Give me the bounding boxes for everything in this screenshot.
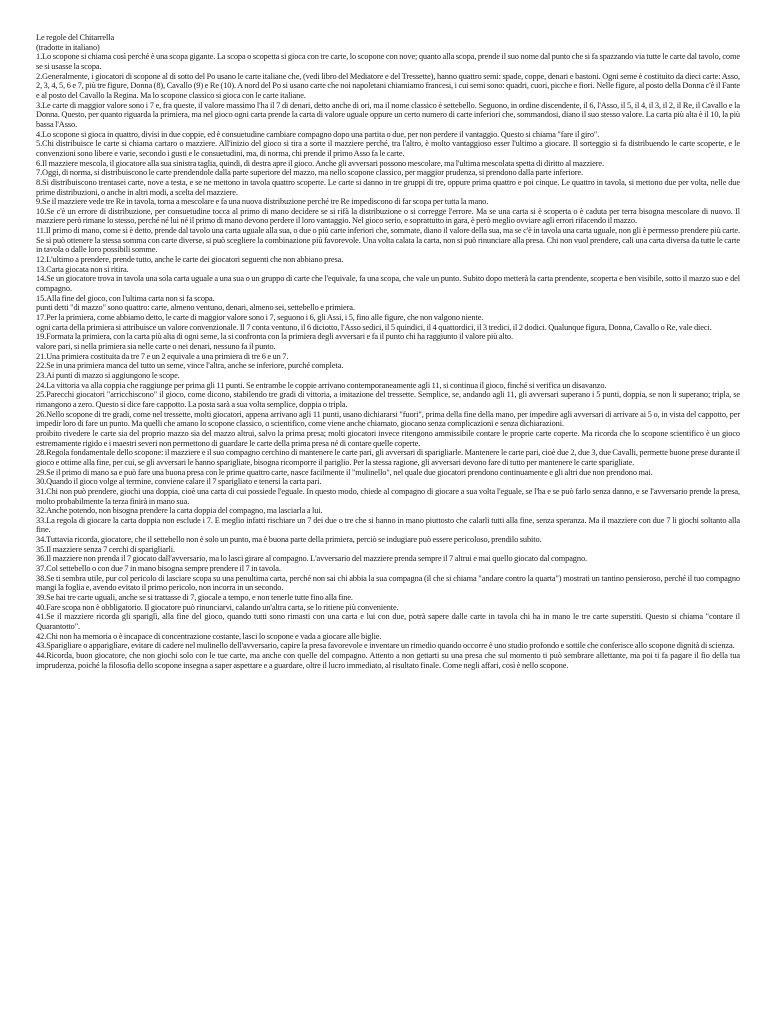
rule-paragraph: 23.Ai punti di mazzo si aggiungono le scope.: [36, 370, 180, 380]
rule-paragraph: 36.Il mazziere non prenda il 7 giocato dall'avversario, ma lo lasci girare al compagno. L'avversario del mazziere prenda sempre il 7 altrui e mai quello giocato dal compagno.: [36, 554, 587, 564]
rule-paragraph: 25.Parecchi giocatori "arricchiscono" il gioco, come dicono, stabilendo tre gradi di vittoria, a imitazione del tressette. Semplice, se, andando agli 11, gli avversari superano i 5 punti, doppia, se non li superano; tripla, se rimangono a zero. Questo si dice fare cappotto. La posta sarà a sua volta semplice, doppia o tripla.: [36, 390, 740, 409]
rule-paragraph: 40.Fare scopa non è obbligatorio. Il giocatore può rinunciarvi, calando un'altra carta, se lo ritiene più conveniente.: [36, 602, 399, 612]
rule-paragraph: proibito rivedere le carte sia del proprio mazzo sia del mazzo altrui, salvo la prima presa; molti giocatori invece ritengono ammissibile contare le proprie carte coperte. Ma ricorda che lo scopone scientifico è un gioco estremamente rigido e i maestri severi non permettono di guardare le carte della prima presa né di contare quelle coperte.: [36, 428, 740, 448]
rule-paragraph: 21.Una primiera costituita da tre 7 e un 2 equivale a una primiera di tre 6 e un 7.: [36, 351, 289, 361]
rule-paragraph: 22.Se in una primiera manca del tutto un seme, vince l'altra, anche se inferiore, purché completa.: [36, 361, 344, 371]
document-subtitle: (tradotte in italiano): [36, 42, 100, 52]
rule-paragraph: 9.Se il mazziere vede tre Re in tavola, torna a mescolare e fa una nuova distribuzione perché tre Re impediscono di far scopa per tutta la mano.: [36, 197, 489, 207]
rule-paragraph: 43.Sparigliare o appariglìare, evitare di cadere nel mulinello dell'avversario, capire la presa favorevole e inventare un rimedio quando occorre è uno studio profondo e sottile che conferisce allo scopone dignità di scienza.: [36, 641, 735, 651]
rule-paragraph: 38.Se ti sembra utile, pur col pericolo di lasciare scopa su una penultima carta, perché non sai chi abbia la sua compagna (il che si chiama "andare contro la quarta") mostrati un tantino pensieroso, perché il tuo compagno mangi la foglia e, avendo evitato il primo pericolo, non incorra in un secondo.: [36, 573, 740, 593]
rule-paragraph: 4.Lo scopone si gioca in quattro, divisi in due coppie, ed è consuetudine cambiare compagno dopo una partita o due, per non perdere il vantaggio. Questo si chiama "fare il giro".: [36, 129, 600, 139]
rule-paragraph: 28.Regola fondamentale dello scopone: il mazziere e il suo compagno cerchino di mantenere le carte pari, gli avversari di sparigliarle. Mantenere le carte pari, cioè due 2, due 3, due Cavalli, permette buone prese durante il gioco e ottime alla fine, per cui, se gli avversari le hanno sparigliate, bisogna ricomporre il pariglio. Per la stessa ragione, gli avversari devono fare di tutto per mantenere le carte sparigliate.: [36, 448, 740, 467]
document-title: Le regole del Chitarrella: [36, 33, 115, 42]
rule-paragraph: 29.Se il primo di mano sa e può fare una buona presa con le prime quattro carte, nasce facilmente il "mulinello", nel quale due giocatori prendono continuamente e gli altri due non prendono mai.: [36, 467, 653, 477]
rules-list: [36, 52, 740, 670]
rule-paragraph: 42.Chi non ha memoria o è incapace di concentrazione costante, lasci lo scopone e vada a giocare alle biglie.: [36, 631, 382, 641]
rule-paragraph: 14.Se un giocatore trova in tavola una sola carta uguale a una sua o un gruppo di carte che l'equivale, fa una scopa, che vale un punto. Subito dopo metterà la carta prendente, scoperta e ben visibile, sotto il mazzo suo e del compagno.: [36, 274, 740, 294]
rule-paragraph: 3.Le carte di maggior valore sono i 7 e, fra queste, il valore massimo l'ha il 7 di denari, detto anche di ori, ma il nome classico è settebello. Seguono, in ordine discendente, il 6, l'Asso, il 5, il 4, il 3, il 2, il Re, il Cavallo e la Donna. Questo, per quanto riguarda la primiera, ma nel gioco ogni carta prende la carta di valore uguale oppure un certo numero di carte inferiori che, sommandosi, diano il suo stesso valore. La carta più alta è il 10, la più bassa l'Asso.: [36, 100, 740, 129]
rule-paragraph: 11.Il primo di mano, come si è detto, prende dal tavolo una carta uguale alla sua, o due o più carte inferiori che, sommate, diano il valore della sua, ma se c'è in tavola una carta uguale, non gli è permesso prendere più carte. Se si può ottenere la stessa somma con carte diverse, si può scegliere la combinazione più favorevole. Una volta calata la carta, non si può rinunciare alla presa. Chi non vuol prendere, cali una carta diversa da tutte le carte in tavola o dalle loro possibili somme.: [36, 226, 740, 255]
document-page: [36, 33, 740, 670]
rule-paragraph: 6.Il mazziere mescola, il giocatore alla sua sinistra taglia, quindi, di destra apre il gioco. Anche gli avversari possono mescolare, ma l'ultima mescolata spetta di diritto al mazziere.: [36, 158, 605, 168]
rule-paragraph: 10.Se c'è un errore di distribuzione, per consuetudine tocca al primo di mano decidere se si rifà la distribuzione o si corregge l'errore. Ma se una carta si è scoperta o è caduta per terra bisogna mescolare di nuovo. Il mazziere però rimane lo stesso, perché né lui né il primo di mano devono perdere il loro vantaggio. Nel gioco serio, e soprattutto in gara, è però meglio ovviare agli errori rifacendo il mazzo.: [36, 206, 740, 226]
rule-paragraph: 44.Ricorda, buon giocatore, che non giochi solo con le tue carte, ma anche con quelle del compagno. Attento a non gettarti su una presa che sul momento ti può sembrare allettante, ma poi ti fa pagare il fio della tua imprudenza, poiché la filosofia dello scopone insegna a saper aspettare e a guardare, oltre il lucro immediato, al risultato finale. Come negli affari, così è nello scopone.: [36, 651, 740, 670]
rule-paragraph: 8.Si distribuiscono trentasei carte, nove a testa, e se ne mettono in tavola quattro scoperte. Le carte si danno in tre gruppi di tre, oppure prima quattro e poi cinque. Le quattro in tavola, si mettono due per volta, nelle due prime distribuzioni, o anche in altri modi, a scelta del mazziere.: [36, 177, 740, 197]
rule-paragraph: 41.Se il mazziere ricorda gli spariglì, alla fine del gioco, quando tutti sono rimasti con una carta e lui con due, potrà sapere dalle carte in tavola chi ha in mano le tre carte superstiti. Questo si chiama "contare il Quarantotto".: [36, 612, 740, 632]
rule-paragraph: 5.Chi distribuisce le carte si chiama cartaro o mazziere. All'inizio del gioco si tira a sorte il mazziere perché, tra l'altro, è molto vantaggioso esser l'ultimo a giocare. Il sorteggio si fa distribuendo le carte scoperte, e le convenzioni sono libere e varie, secondo i gusti e le consuetudini, ma, di norma, chi prende il primo Asso fa le carte.: [36, 139, 740, 158]
rule-paragraph: 19.Formata la primiera, con la carta più alta di ogni seme, la si confronta con la primiera degli avversari e fa il punto chi ha raggiunto il valore più alto.: [36, 332, 513, 342]
rule-paragraph: 30.Quando il gioco volge al termine, conviene calare il 7 sparigliato e tenersi la carta pari.: [36, 477, 322, 487]
rule-paragraph: 26.Nello scopone di tre gradi, come nel tressette, molti giocatori, appena arrivano agli 11 punti, usano dichiararsi "fuori", prima della fine della mano, per impedire agli avversari di arrivare ai 5 o, in vista del cappotto, per impedir loro di fare un punto. Ma quelli che amano lo scopone classico, o scientifico, come viene anche chiamato, giocano senza complicazioni e senza dichiarazioni.: [36, 409, 740, 429]
rule-paragraph: 2.Generalmente, i giocatori di scopone al di sotto del Po usano le carte italiane che, (vedi libro del Mediatore e del Tressette), hanno quattro semi: spade, coppe, denari e bastoni. Ogni seme è costituito da dieci carte: Asso, 2, 3, 4, 5, 6 e 7, più tre figure, Donna (8), Cavallo (9) e Re (10). A nord del Po si usano carte che noi napoletani chiamiamo francesi, i cui semi sono: quadri, cuori, picche e fiori. Nelle figure, al posto della Donna c'è il Fante e al posto del Cavallo la Regina. Ma lo scopone classico si gioca con le carte italiane.: [36, 71, 740, 100]
rule-paragraph: 32.Anche potendo, non bisogna prendere la carta doppia del compagno, ma lasciarla a lui.: [36, 506, 323, 516]
rule-paragraph: 34.Tuttavia ricorda, giocatore, che il settebello non è solo un punto, ma è buona parte della primiera, perciò se indugiare può essere pericoloso, prendilo subito.: [36, 535, 542, 545]
rule-paragraph: 15.Alla fine del gioco, con l'ultima carta non si fa scopa.: [36, 293, 215, 303]
rule-paragraph: 1.Lo scopone si chiama così perché è una scopa gigante. La scopa o scopetta si gioca con tre carte, lo scopone con nove; quanto alla scopa, prende il suo nome dal punto che si fa spazzando via tutte le carte dal tavolo, come se si usasse la scopa.: [36, 52, 740, 71]
rule-paragraph: 31.Chi non può prendere, giochi una doppia, cioè una carta di cui possiede l'eguale. In questo modo, chiede al compagno di giocare a sua volta l'eguale, se l'ha e se può farlo senza danno, e se l'avversario prende la presa, molto probabilmente la terza finirà in mano sua.: [36, 486, 740, 506]
rule-paragraph: 7.Oggi, di norma, si distribuiscono le carte prendendole dalla parte superiore del mazzo, ma nello scopone classico, per maggior prudenza, si prendono dalla parte inferiore.: [36, 168, 583, 178]
rule-paragraph: 33.La regola di giocare la carta doppia non esclude i 7. E meglio infatti rischiare un 7 dei due o tre che si hanno in mano piuttosto che calarli tutti alla fine, senza speranza. Ma il mazziere con due 7 li giochi soltanto alla fine.: [36, 515, 740, 535]
rule-paragraph: valore pari, si nella primiera sia nelle carte o nei denari, nessuno fa il punto.: [36, 342, 276, 351]
rule-paragraph: 37.Col settebello o con due 7 in mano bisogna sempre prendere il 7 in tavola.: [36, 564, 281, 574]
rule-paragraph: 24.La vittoria va alla coppia che raggiunge per prima gli 11 punti. Se entrambe le coppie arrivano contemporaneamente agli 11, si continua il gioco, finché si verifica un disavanzo.: [36, 380, 607, 390]
rule-paragraph: 12.L'ultimo a prendere, prende tutto, anche le carte dei giocatori seguenti che non abbiano presa.: [36, 255, 344, 265]
rule-paragraph: 35.Il mazziere senza 7 cerchi di sparigliarli.: [36, 544, 175, 554]
rule-paragraph: punti detti "di mazzo" sono quattro: carte, almeno ventuno, denari, almeno sei, settebello e primiera.: [36, 303, 355, 313]
rule-paragraph: 17.Per la primiera, come abbiamo detto, le carte di maggior valore sono i 7, seguono i 6, gli Assi, i 5, fino alle figure, che non valgono niente.: [36, 313, 484, 323]
rule-paragraph: 13.Carta giocata non si ritira.: [36, 264, 129, 274]
rule-paragraph: ogni carta della primiera si attribuisce un valore convenzionale. Il 7 conta ventuno, il 6 diciotto, l'Asso sedici, il 5 quindici, il 4 quattordici, il 3 tredici, il 2 dodici. Qualunque figura, Donna, Cavallo o Re, vale dieci.: [36, 322, 712, 332]
rule-paragraph: 39.Se hai tre carte uguali, anche se si trattasse di 7, giocale a tempo, e non tenerle tutte fino alla fine.: [36, 593, 353, 603]
